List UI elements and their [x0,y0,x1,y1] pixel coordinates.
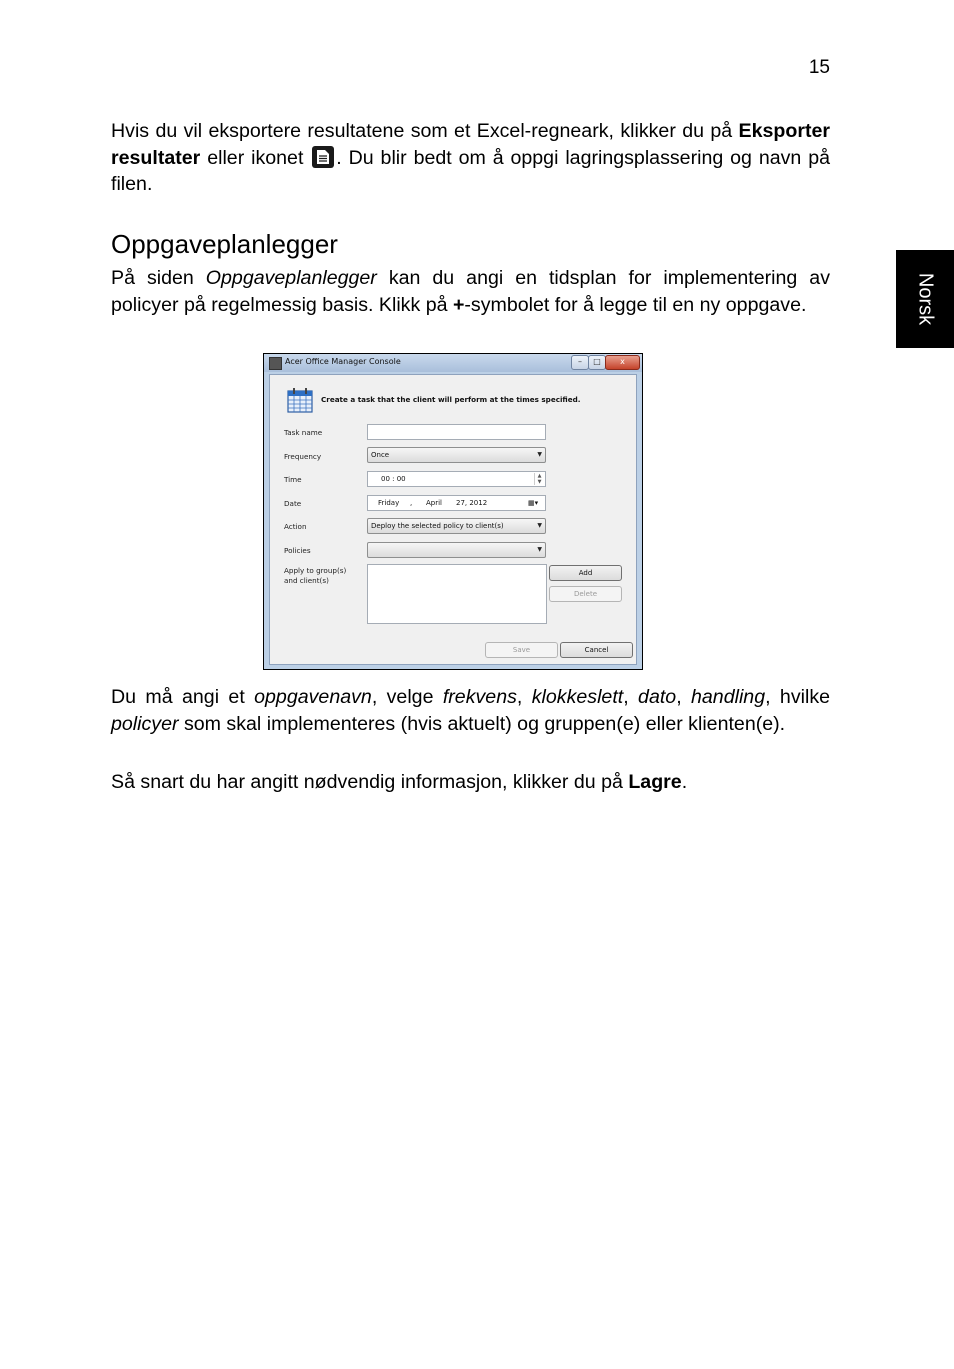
after-text-5: , [676,686,692,708]
date-separator: , [410,499,413,507]
date-day: Friday [378,499,400,507]
intro-text-2: kan du angi en tidsplan for implementering av policyer på regelmessig basis. Klikk på [111,267,830,316]
after-text-6: , hvilke [765,686,831,708]
save-text-1: Så snart du har angitt nødvendig informasjon, klikker du på [111,771,629,793]
intro-text-3: -symbolet for å legge til en ny oppgave. [464,293,807,316]
date-rest: 27, 2012 [456,499,488,507]
export-text-3: . Du blir bedt om å oppgi lagringsplassering og navn på filen. [111,146,830,195]
calendar-dropdown-icon[interactable]: ▦▾ [528,499,539,507]
policies-label: Policies [284,546,311,555]
date-month: April [426,499,442,507]
action-select[interactable] [367,518,546,534]
window-title: Acer Office Manager Console [285,357,401,366]
action-label: Action [284,522,307,531]
maximize-button[interactable]: □ [588,355,606,370]
term-policies: policyer [111,712,179,735]
action-value: Deploy the selected policy to client(s) [371,522,504,530]
term-frequency: frekvens [442,686,517,708]
term-time: klokkeslett [531,686,624,708]
after-text-1: Du må angi et [111,686,255,708]
minimize-button[interactable]: – [571,355,589,370]
intro-paragraph [111,265,830,318]
time-value: 00 : 00 [381,475,406,483]
intro-text-1: På siden [111,267,206,289]
cancel-button[interactable]: Cancel [560,642,633,658]
apply-label-line1: Apply to group(s) [284,566,347,575]
app-icon [269,357,282,370]
time-spinner[interactable]: ▲ ▼ [534,473,544,485]
save-text-2: . [681,771,688,793]
after-text-7: som skal implementeres (hvis aktuelt) og gruppen(e) eller klienten(e). [178,712,786,735]
plus-symbol: + [452,293,465,316]
task-name-label: Task name [284,428,323,437]
term-action: handling [691,686,766,708]
after-text-2: , velge [371,686,443,708]
page-number: 15 [808,57,830,78]
apply-label-line2: and client(s) [284,576,329,585]
export-paragraph [111,118,830,198]
export-results-term: Eksporter resultater [111,120,830,169]
save-term: Lagre [628,771,682,793]
dialog-body [269,374,637,665]
save-paragraph [111,769,830,796]
chevron-down-icon: ▼ [537,546,542,553]
window-titlebar [264,354,642,372]
time-input[interactable] [367,471,546,487]
after-paragraph [111,684,830,737]
chevron-down-icon: ▼ [537,451,542,458]
date-picker[interactable] [367,495,546,511]
task-name-input[interactable] [367,424,546,440]
dialog-instruction: Create a task that the client will perform at the times specified. [321,395,581,404]
after-text-4: , [623,686,639,708]
frequency-value: Once [371,451,390,459]
term-date: dato [638,686,677,708]
export-text-1: Hvis du vil eksportere resultatene som et Excel-regneark, klikker du på [111,120,739,142]
save-button[interactable]: Save [485,642,558,658]
section-heading: Oppgaveplanlegger [111,229,338,259]
export-text-2: eller ikonet [200,146,311,169]
term-task-name: oppgavenavn [254,686,372,708]
delete-button[interactable]: Delete [549,586,622,602]
date-label: Date [284,499,302,508]
after-text-3: , [516,686,532,708]
language-side-tab [896,250,954,348]
apply-label [284,566,346,586]
intro-term: Oppgaveplanlegger [205,267,377,289]
frequency-select[interactable] [367,447,546,463]
language-label: Norsk [914,272,937,326]
frequency-label: Frequency [284,452,322,461]
chevron-down-icon: ▼ [537,522,542,529]
time-label: Time [284,475,302,484]
task-dialog-window [263,353,643,670]
document-export-icon [312,146,334,168]
close-button[interactable]: x [605,355,640,370]
policies-select[interactable] [367,542,546,558]
calendar-icon [287,387,313,413]
add-button[interactable]: Add [549,565,622,581]
groups-clients-list[interactable] [367,564,547,624]
